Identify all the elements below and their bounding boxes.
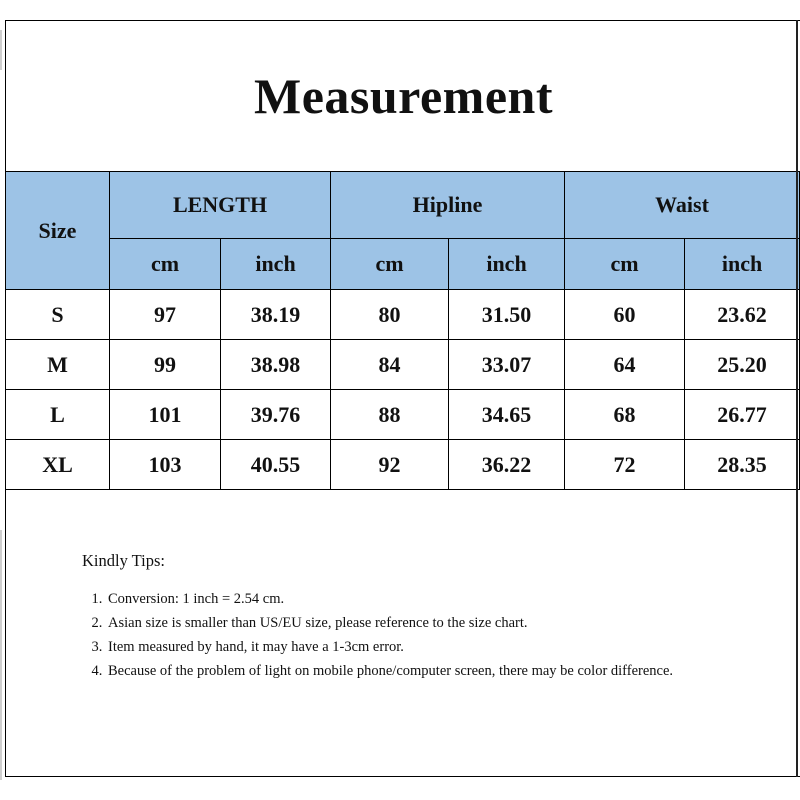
- waist-group-header: Waist: [565, 172, 800, 239]
- unit-header: inch: [449, 239, 565, 290]
- size-cell: XL: [6, 440, 110, 490]
- tips-list: [82, 587, 722, 683]
- table-cell: 40.55: [221, 440, 331, 490]
- length-group-header: LENGTH: [110, 172, 331, 239]
- size-cell: L: [6, 390, 110, 440]
- grid-fragment: [0, 530, 2, 780]
- table-cell: 80: [331, 290, 449, 340]
- table-row: [6, 340, 800, 390]
- table-cell: 33.07: [449, 340, 565, 390]
- table-cell: 103: [110, 440, 221, 490]
- kindly-tips: [82, 549, 722, 683]
- table-cell: 92: [331, 440, 449, 490]
- unit-header: cm: [565, 239, 685, 290]
- hipline-group-header: Hipline: [331, 172, 565, 239]
- size-column-header: Size: [6, 172, 110, 290]
- table-cell: 38.98: [221, 340, 331, 390]
- size-table: [5, 171, 800, 490]
- unit-header: cm: [331, 239, 449, 290]
- page-title: Measurement: [254, 68, 553, 124]
- table-cell: 101: [110, 390, 221, 440]
- table-cell: 31.50: [449, 290, 565, 340]
- size-chart-sheet: [5, 20, 800, 777]
- table-row: [6, 390, 800, 440]
- table-row: [6, 440, 800, 490]
- table-cell: 68: [565, 390, 685, 440]
- table-cell: 36.22: [449, 440, 565, 490]
- tip-item: 1. Conversion: 1 inch = 2.54 cm.: [106, 587, 722, 611]
- table-cell: 26.77: [685, 390, 800, 440]
- tip-item: 3. Item measured by hand, it may have a 1-3cm error.: [106, 635, 722, 659]
- table-row: [6, 290, 800, 340]
- tips-heading: Kindly Tips:: [82, 551, 165, 570]
- table-cell: 23.62: [685, 290, 800, 340]
- table-cell: 97: [110, 290, 221, 340]
- table-cell: 39.76: [221, 390, 331, 440]
- grid-fragment: [0, 30, 2, 70]
- table-cell: 72: [565, 440, 685, 490]
- sheet-right-border: [796, 20, 798, 777]
- tip-item: 4. Because of the problem of light on mobile phone/computer screen, there may be color difference.: [106, 659, 722, 683]
- unit-header: cm: [110, 239, 221, 290]
- table-cell: 25.20: [685, 340, 800, 390]
- tip-item: 2. Asian size is smaller than US/EU size, please reference to the size chart.: [106, 611, 722, 635]
- unit-header: inch: [221, 239, 331, 290]
- table-cell: 60: [565, 290, 685, 340]
- table-cell: 84: [331, 340, 449, 390]
- table-cell: 28.35: [685, 440, 800, 490]
- table-cell: 64: [565, 340, 685, 390]
- table-cell: 38.19: [221, 290, 331, 340]
- table-cell: 88: [331, 390, 449, 440]
- table-cell: 34.65: [449, 390, 565, 440]
- size-cell: S: [6, 290, 110, 340]
- table-cell: 99: [110, 340, 221, 390]
- unit-header: inch: [685, 239, 800, 290]
- size-cell: M: [6, 340, 110, 390]
